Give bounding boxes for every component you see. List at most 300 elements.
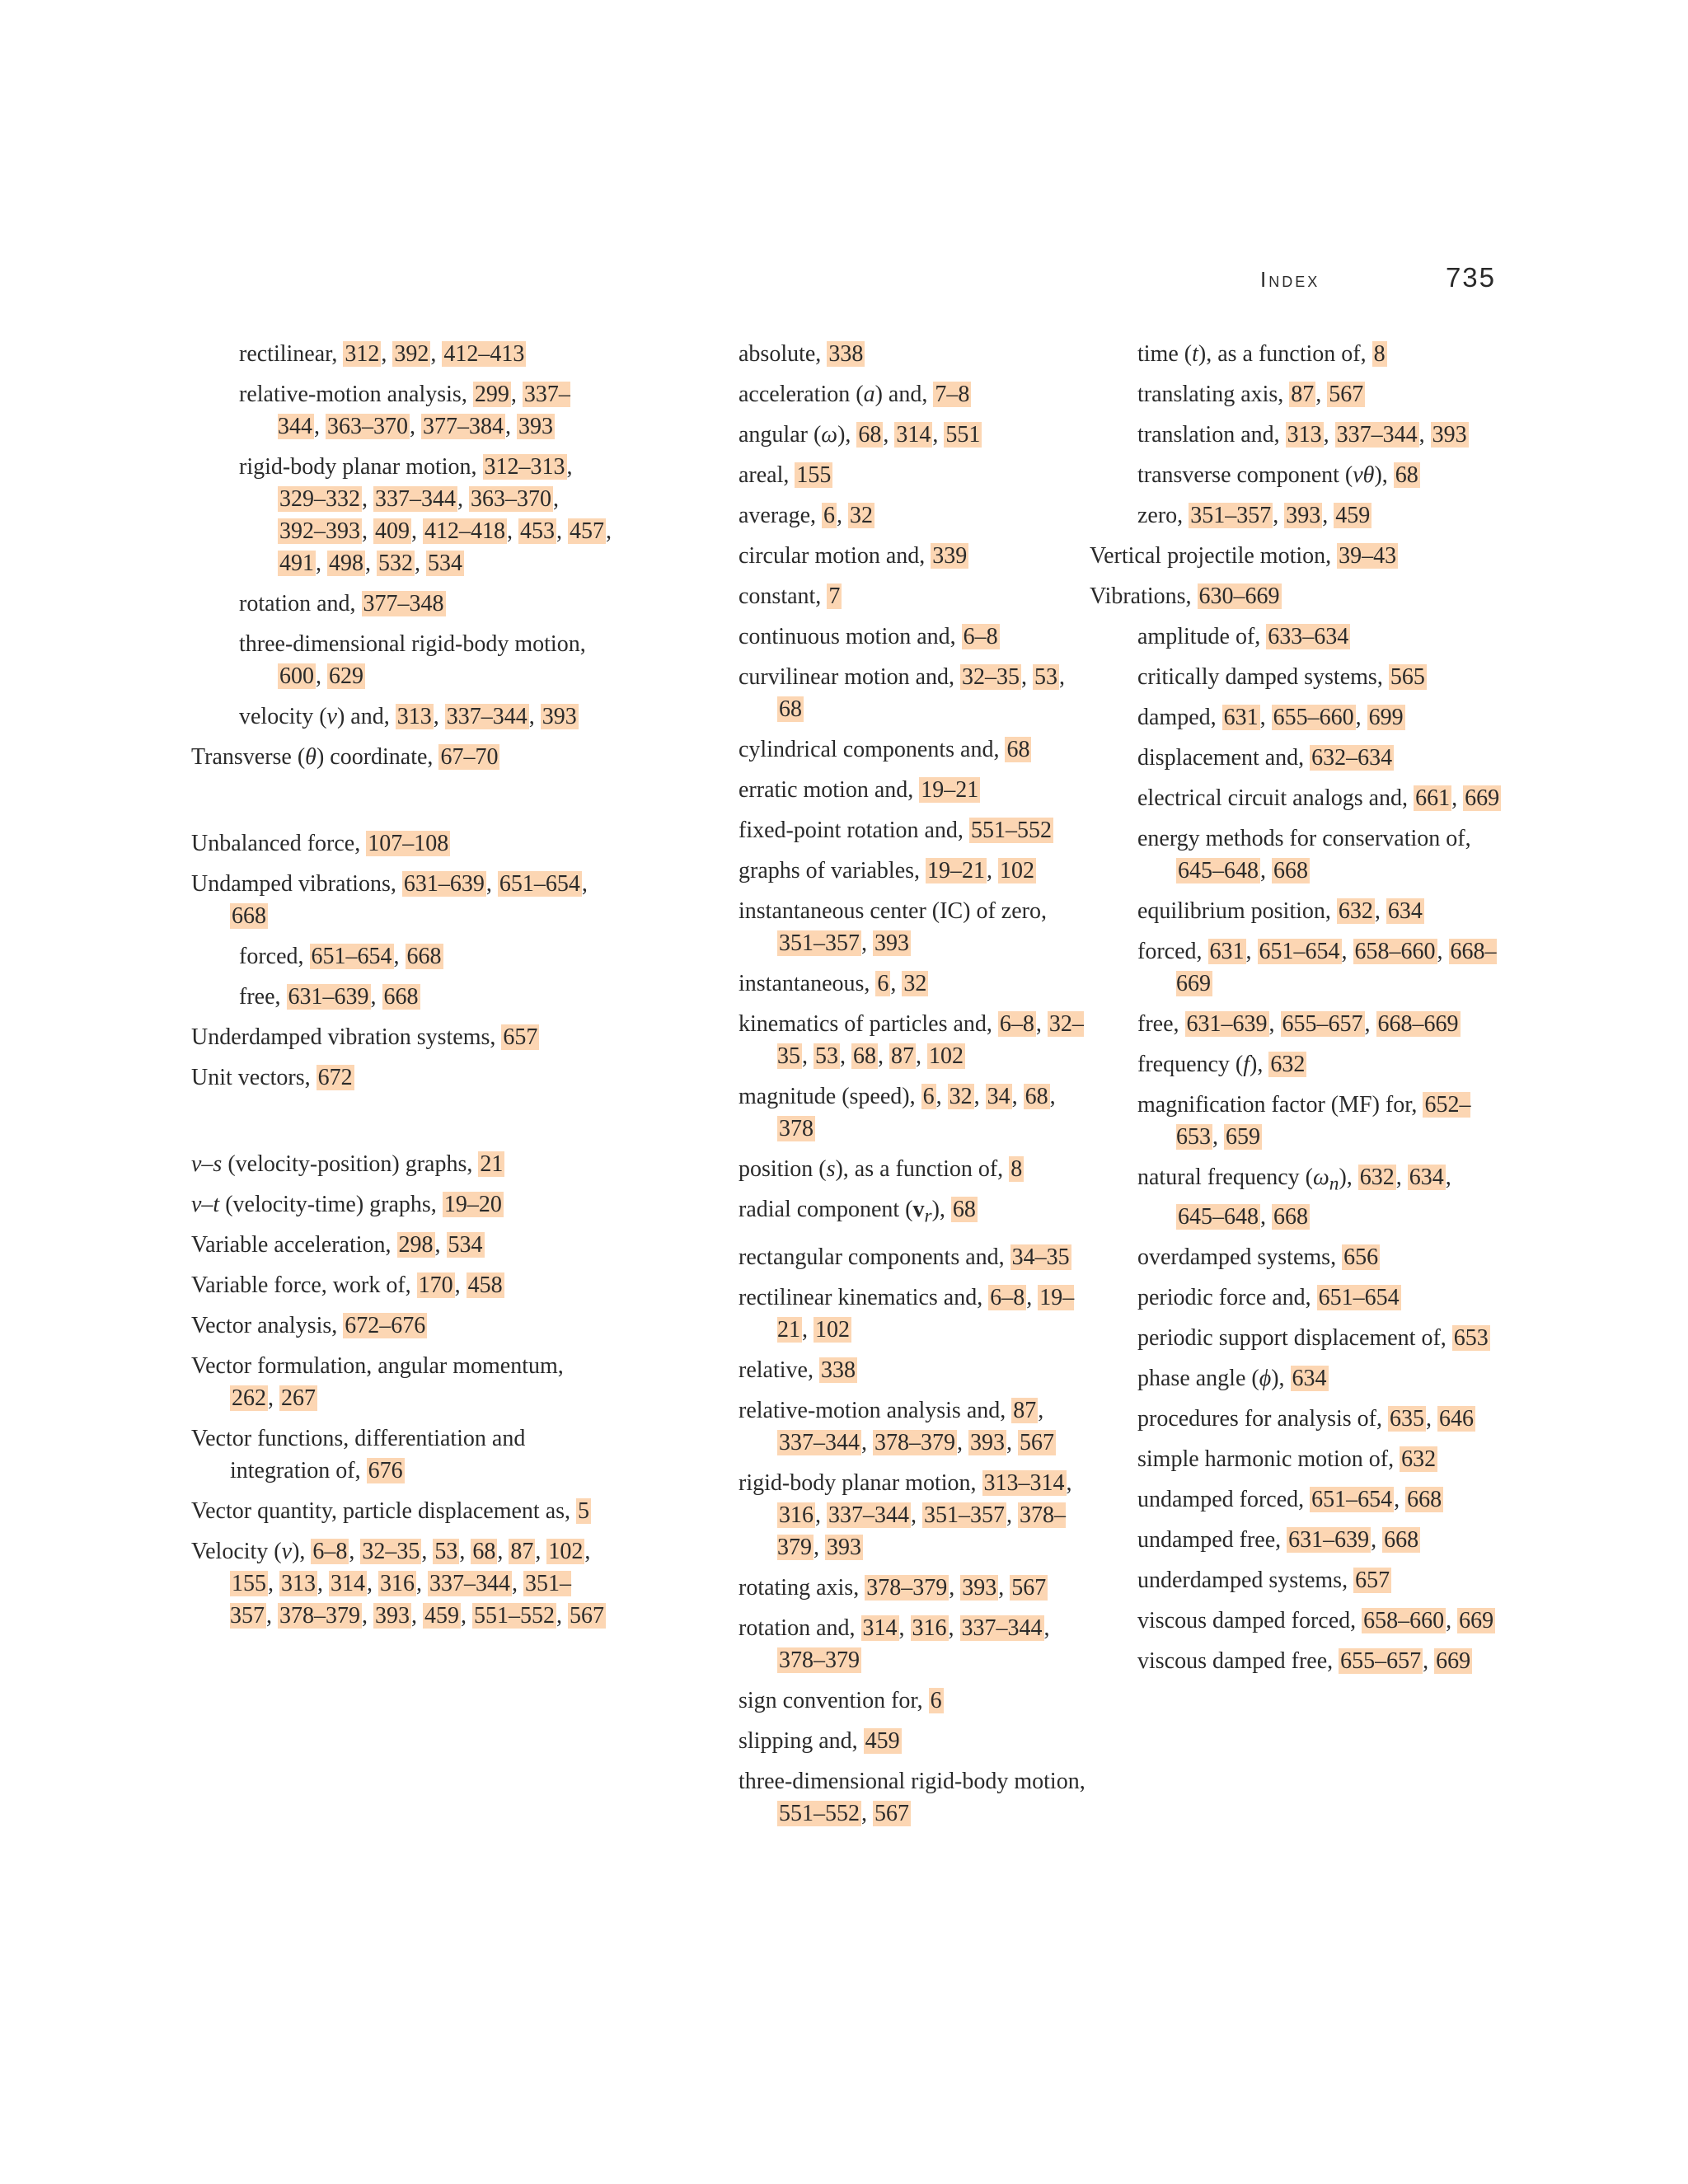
page-reference-link[interactable]: 633–634	[1268, 624, 1349, 649]
page-reference-link[interactable]: 34–35	[1011, 1244, 1070, 1270]
entry-term: viscous damped free,	[1137, 1647, 1339, 1674]
page-reference-link[interactable]: 338	[820, 1357, 856, 1383]
page-reference-link[interactable]: 565	[1390, 664, 1425, 690]
page-reference-link[interactable]: 32	[949, 1084, 973, 1109]
entry-term: sign convention for,	[738, 1687, 929, 1713]
page-reference-link[interactable]: 68	[952, 1197, 976, 1222]
page-reference-link[interactable]: 661	[1415, 785, 1451, 811]
page-reference-link[interactable]: 634	[1387, 898, 1423, 924]
page-reference-link[interactable]: 337–344	[779, 1429, 860, 1455]
index-entry: Variable acceleration, 298, 534	[191, 1232, 483, 1258]
entry-term: energy methods for conservation of,	[1137, 826, 1471, 851]
page-reference-link[interactable]: 668	[1273, 1203, 1308, 1230]
index-entry	[191, 741, 612, 773]
page-reference-link[interactable]: 102	[929, 1043, 964, 1069]
page-reference-link[interactable]: 7–8	[935, 382, 970, 407]
page-reference-link[interactable]: 262	[232, 1385, 266, 1411]
page-reference-link[interactable]: 32–35	[962, 664, 1020, 690]
entry-term: undamped free,	[1137, 1526, 1287, 1553]
page-reference-link[interactable]: 551–552	[474, 1603, 555, 1629]
page-reference-link[interactable]: 534	[448, 1232, 483, 1258]
index-subentry: velocity (v) and, 313, 337–344, 393	[239, 704, 577, 729]
page-reference-link[interactable]: 87	[510, 1539, 534, 1564]
page-reference-link[interactable]: 337–344	[278, 382, 570, 439]
index-subentry: natural frequency $(\omega_n)$, 632, 634, 645–648, 668	[1137, 1165, 1451, 1230]
page-reference-link[interactable]: 630–669	[1198, 583, 1280, 609]
page-reference-link[interactable]: 351–357	[779, 930, 860, 956]
page-reference-link[interactable]: 459	[865, 1727, 900, 1754]
index-subentry	[738, 774, 1086, 806]
page-reference-link[interactable]: 668–669	[1377, 1011, 1459, 1037]
page-reference-link[interactable]: 378–379	[866, 1574, 948, 1601]
page-reference-link[interactable]: 653	[1453, 1324, 1489, 1351]
page-reference-link[interactable]: 393	[874, 930, 909, 956]
page-reference-link[interactable]: 6	[922, 1084, 935, 1109]
entry-term: radial component $(v_r)$,	[738, 1197, 951, 1227]
index-subentry: forced, 651–654, 668	[239, 944, 442, 969]
page-reference-link[interactable]: 393	[1286, 503, 1321, 528]
entry-term: viscous damped forced,	[1137, 1607, 1362, 1633]
page-reference-link[interactable]: 378–379	[874, 1429, 955, 1455]
page-reference-link[interactable]: 337–344	[446, 704, 528, 729]
page-reference-link[interactable]: 645–648	[1178, 1203, 1259, 1230]
page-reference-link[interactable]: 459	[1335, 503, 1371, 528]
page-reference-link[interactable]: 377–348	[363, 591, 444, 616]
page-reference-link[interactable]: 600	[279, 663, 314, 689]
page-reference-link[interactable]: 337–344	[961, 1615, 1043, 1641]
entry-term: zero,	[1137, 503, 1189, 528]
page-reference-link[interactable]: 363–370	[327, 414, 408, 439]
page-reference-link[interactable]: 155	[232, 1571, 266, 1596]
entry-term: electrical circuit analogs and,	[1137, 785, 1414, 811]
entry-term: kinematics of particles and,	[738, 1011, 998, 1037]
index-subentry: equilibrium position, 632, 634	[1137, 898, 1423, 924]
page-reference-link[interactable]: 567	[874, 1800, 909, 1826]
page-reference-link[interactable]: 655–660	[1273, 705, 1354, 730]
page-reference-link[interactable]: 645–648	[1178, 858, 1259, 883]
page-reference-link[interactable]: 392	[394, 341, 429, 367]
entry-term: v–t (velocity-time) graphs,	[191, 1192, 443, 1217]
index-column-1	[191, 338, 612, 1640]
page-reference-link[interactable]: 632–634	[1311, 745, 1393, 771]
page-reference-link[interactable]: 412–413	[443, 341, 525, 367]
page-reference-link[interactable]: 658–660	[1354, 939, 1436, 964]
page-reference-link[interactable]: 652–653	[1176, 1092, 1471, 1150]
index-subentry: damped, 631, 655–660, 699	[1137, 705, 1404, 730]
page-reference-link[interactable]: 668	[1384, 1526, 1419, 1553]
page-reference-link[interactable]: 532	[378, 551, 413, 576]
letter-group-gap	[191, 781, 612, 827]
page-reference-link[interactable]: 567	[1329, 382, 1364, 407]
index-subentry: undamped forced, 651–654, 668	[1137, 1486, 1442, 1512]
page-reference-link[interactable]: 68	[1025, 1084, 1048, 1109]
page-reference-link[interactable]: 316	[912, 1615, 947, 1641]
page-reference-link[interactable]: 351–357	[1190, 503, 1272, 528]
page-reference-link[interactable]: 632	[1338, 898, 1373, 924]
index-subentry: electrical circuit analogs and, 661, 669	[1137, 785, 1500, 811]
index-subentry: undamped free, 631–639, 668	[1137, 1526, 1419, 1553]
page-reference-link[interactable]: 632	[1401, 1446, 1437, 1472]
page-reference-link[interactable]: 313–314	[983, 1469, 1065, 1496]
entry-term: curvilinear motion and,	[738, 664, 961, 690]
page-reference-link[interactable]: 32–35	[362, 1539, 420, 1564]
page-reference-link[interactable]: 314	[862, 1615, 898, 1641]
page-reference-link[interactable]: 676	[368, 1458, 403, 1483]
page-reference-link[interactable]: 170	[418, 1272, 453, 1298]
index-subentry	[738, 733, 1086, 766]
page-reference-link[interactable]: 534	[428, 551, 462, 576]
page-reference-link[interactable]: 567	[1020, 1429, 1054, 1455]
page-reference-link[interactable]: 6–8	[963, 624, 998, 649]
index-subentry: curvilinear motion and, 32–35, 53, 68	[738, 664, 1066, 722]
page-reference-link[interactable]: 6	[930, 1687, 942, 1713]
entry-term: periodic force and,	[1137, 1284, 1317, 1310]
page-reference-link[interactable]: 393	[962, 1574, 997, 1601]
entry-term: undamped forced,	[1137, 1486, 1311, 1512]
page-reference-link[interactable]: 6–8	[999, 1011, 1034, 1037]
page-reference-link[interactable]: 656	[1343, 1244, 1379, 1270]
entry-term: underdamped systems,	[1137, 1567, 1354, 1593]
page-reference-link[interactable]: 378–379	[777, 1502, 1066, 1560]
page-reference-link[interactable]: 657	[503, 1024, 538, 1050]
entry-term: Variable acceleration,	[191, 1232, 397, 1258]
page-reference-link[interactable]: 631	[1209, 939, 1245, 964]
page-reference-link[interactable]: 457	[570, 518, 604, 544]
page-reference-link[interactable]: 314	[331, 1571, 365, 1596]
page-reference-link[interactable]: 412–418	[424, 518, 505, 544]
page-reference-link[interactable]: 669	[1436, 1647, 1471, 1674]
page-reference-link[interactable]: 669	[1459, 1607, 1494, 1633]
page-header	[1257, 262, 1496, 295]
page-reference-link[interactable]: 53	[815, 1043, 838, 1069]
page-reference-link[interactable]: 668	[406, 944, 442, 969]
page-reference-link[interactable]: 313	[281, 1571, 316, 1596]
index-subentry: free, 631–639, 655–657, 668–669	[1137, 1011, 1459, 1037]
index-subentry: instantaneous, 6, 32	[738, 971, 927, 996]
page-reference-link[interactable]: 378–379	[279, 1603, 360, 1629]
entry-term: constant,	[738, 583, 828, 609]
page-reference-link[interactable]: 34	[987, 1084, 1010, 1109]
index-subentry: translation and, 313, 337–344, 393	[1137, 422, 1467, 448]
page-reference-link[interactable]: 337–344	[429, 1571, 510, 1596]
page-reference-link[interactable]: 21	[480, 1151, 504, 1177]
page-reference-link[interactable]: 634	[1409, 1165, 1444, 1190]
entry-term: phase angle (ϕ),	[1137, 1365, 1291, 1391]
entry-term: displacement and,	[1137, 745, 1311, 771]
page-reference-link[interactable]: 651–654	[311, 944, 392, 969]
page-reference-link[interactable]: 314	[896, 422, 931, 448]
entry-term: Vibrations,	[1090, 583, 1198, 609]
page-reference-link[interactable]: 19–21	[921, 777, 979, 803]
index-subentry	[738, 459, 1086, 491]
entry-term: equilibrium position,	[1137, 898, 1337, 924]
index-column-3	[1090, 338, 1502, 1685]
index-subentry	[1137, 1282, 1502, 1314]
index-subentry: forced, 631, 651–654, 658–660, 668–669	[1137, 939, 1497, 996]
entry-term: Vertical projectile motion,	[1090, 543, 1338, 569]
page-reference-link[interactable]: 68	[779, 696, 802, 722]
page-reference-link[interactable]: 339	[932, 543, 968, 569]
index-entry	[191, 1495, 612, 1527]
page-reference-link[interactable]: 392–393	[279, 518, 360, 544]
index-subentry: viscous damped forced, 658–660, 669	[1137, 1607, 1494, 1633]
page-reference-link[interactable]: 6	[823, 503, 836, 528]
entry-term: Velocity (v),	[191, 1539, 312, 1564]
entry-term: Vector analysis,	[191, 1313, 344, 1338]
entry-term: absolute,	[738, 341, 828, 367]
page-reference-link[interactable]: 459	[424, 1603, 459, 1629]
index-entry	[191, 1188, 612, 1221]
page-reference-link[interactable]: 651–654	[1259, 939, 1340, 964]
index-subentry: kinematics of particles and, 6–8, 32–35, 53, 68, 87, 102	[738, 1011, 1084, 1069]
page-reference-link[interactable]: 267	[281, 1385, 316, 1411]
page-reference-link[interactable]: 567	[1011, 1574, 1047, 1601]
index-subentry: procedures for analysis of, 635, 646	[1137, 1405, 1475, 1432]
entry-term: Variable force, work of,	[191, 1272, 417, 1298]
page-reference-link[interactable]: 68	[472, 1539, 496, 1564]
page-reference-link[interactable]: 651–654	[1318, 1284, 1400, 1310]
page-reference-link[interactable]: 631	[1223, 705, 1259, 730]
page-reference-link[interactable]: 68	[1006, 737, 1030, 762]
page-reference-link[interactable]: 338	[828, 341, 864, 367]
index-subentry: graphs of variables, 19–21, 102	[738, 858, 1035, 883]
entry-term: areal,	[738, 462, 795, 488]
page-reference-link[interactable]: 299	[474, 382, 509, 407]
page-reference-link[interactable]: 659	[1226, 1124, 1260, 1150]
entry-term: Vector formulation, angular momentum,	[191, 1353, 564, 1379]
page-reference-link[interactable]: 53	[1034, 664, 1058, 690]
page-reference-link[interactable]: 634	[1292, 1365, 1327, 1391]
page-reference-link[interactable]: 551–552	[779, 1800, 860, 1826]
page-reference-link[interactable]: 651–654	[499, 871, 580, 897]
entry-term: rotation and,	[239, 591, 362, 616]
page-reference-link[interactable]: 635	[1390, 1405, 1425, 1432]
page-reference-link[interactable]: 632	[1270, 1052, 1306, 1077]
index-entry	[191, 1422, 612, 1487]
entry-term: Vector quantity, particle displacement as,	[191, 1498, 577, 1524]
page-reference-link[interactable]: 378	[779, 1116, 814, 1141]
page-reference-link[interactable]: 657	[1355, 1567, 1390, 1593]
page-reference-link[interactable]: 316	[779, 1502, 814, 1528]
page-reference-link[interactable]: 672–676	[345, 1313, 426, 1338]
entry-term: translation and,	[1137, 422, 1286, 448]
index-subentry	[738, 540, 1086, 572]
page-reference-link[interactable]: 6–8	[990, 1284, 1025, 1310]
page-reference-link[interactable]: 102	[815, 1316, 850, 1343]
entry-term: periodic support displacement of,	[1137, 1324, 1452, 1351]
entry-term: magnification factor (MF) for,	[1137, 1092, 1423, 1118]
index-subentry	[738, 1354, 1086, 1386]
index-subentry: magnitude (speed), 6, 32, 34, 68, 378	[738, 1084, 1056, 1141]
entry-term: natural frequency $(\omega_n)$,	[1137, 1165, 1358, 1195]
index-subentry	[1137, 1443, 1502, 1475]
page-reference-link[interactable]: 67–70	[440, 744, 499, 770]
index-subentry: free, 631–639, 668	[239, 984, 419, 1010]
entry-term: rigid-body planar motion,	[239, 454, 483, 480]
index-subentry: angular (ω), 68, 314, 551	[738, 422, 981, 448]
page-reference-link[interactable]: 337–344	[828, 1502, 909, 1528]
page-reference-link[interactable]: 646	[1439, 1405, 1475, 1432]
page-reference-link[interactable]: 491	[279, 551, 314, 576]
page-reference-link[interactable]: 5	[578, 1498, 590, 1524]
index-subentry	[1137, 1564, 1502, 1596]
page-reference-link[interactable]: 631–639	[403, 871, 485, 897]
page-reference-link[interactable]: 393	[827, 1534, 861, 1560]
page-reference-link[interactable]: 87	[1013, 1397, 1037, 1423]
page-reference-link[interactable]: 8	[1373, 341, 1386, 367]
page-reference-link[interactable]: 668	[1407, 1486, 1442, 1512]
entry-term: rotation and,	[738, 1615, 861, 1641]
entry-term: procedures for analysis of,	[1137, 1405, 1389, 1432]
entry-term: amplitude of,	[1137, 624, 1267, 649]
page-reference-link[interactable]: 629	[329, 663, 363, 689]
index-subentry	[738, 621, 1086, 653]
index-subentry	[738, 1725, 1086, 1757]
page-reference-link[interactable]: 87	[891, 1043, 914, 1069]
page-reference-link[interactable]: 313	[1287, 422, 1322, 448]
page-reference-link[interactable]: 668	[232, 903, 266, 929]
page-reference-link[interactable]: 651–654	[1311, 1486, 1393, 1512]
page-reference-link[interactable]: 337–344	[375, 486, 456, 512]
page-reference-link[interactable]: 393	[375, 1603, 410, 1629]
entry-term: Unbalanced force,	[191, 831, 367, 856]
index-subentry	[1137, 742, 1502, 774]
page-reference-link[interactable]: 102	[1000, 858, 1035, 883]
page-reference-link[interactable]: 393	[1432, 422, 1467, 448]
page-reference-link[interactable]: 39–43	[1339, 543, 1397, 569]
page-reference-link[interactable]: 655–657	[1340, 1647, 1422, 1674]
entry-term: time (t), as a function of,	[1137, 341, 1372, 367]
page-reference-link[interactable]: 567	[570, 1603, 604, 1629]
index-subentry: energy methods for conservation of, 645–648, 668	[1137, 826, 1471, 883]
index-subentry: relative-motion analysis, 299, 337–344, 363–370, 377–384, 393	[239, 382, 570, 439]
page-reference-link[interactable]: 351–357	[924, 1502, 1005, 1528]
page-reference-link[interactable]: 551	[945, 422, 981, 448]
entry-term: simple harmonic motion of,	[1137, 1446, 1400, 1472]
page-reference-link[interactable]: 631–639	[1186, 1011, 1268, 1037]
page-reference-link[interactable]: 658–660	[1363, 1607, 1445, 1633]
page-reference-link[interactable]: 632	[1359, 1165, 1395, 1190]
page-reference-link[interactable]: 377–384	[423, 414, 504, 439]
page-reference-link[interactable]: 393	[542, 704, 577, 729]
index-subentry	[1137, 1322, 1502, 1354]
page-reference-link[interactable]: 107–108	[368, 831, 449, 856]
entry-term: magnitude (speed),	[738, 1084, 921, 1109]
page-reference-link[interactable]: 378–379	[779, 1647, 860, 1673]
entry-term: rectilinear kinematics and,	[738, 1284, 989, 1310]
page-reference-link[interactable]: 351–357	[230, 1571, 571, 1629]
entry-term: three-dimensional rigid-body motion,	[239, 631, 586, 657]
page-reference-link[interactable]: 32	[903, 971, 927, 996]
page-reference-link[interactable]: 699	[1368, 705, 1404, 730]
page-reference-link[interactable]: 313	[396, 704, 432, 729]
index-subentry: viscous damped free, 655–657, 669	[1137, 1647, 1471, 1674]
page-reference-link[interactable]: 32–35	[777, 1011, 1084, 1069]
entry-term: rectangular components and,	[738, 1244, 1010, 1270]
entry-term: v–s (velocity-position) graphs,	[191, 1151, 479, 1177]
page-reference-link[interactable]: 329–332	[279, 486, 360, 512]
page-reference-link[interactable]: 668–669	[1176, 939, 1497, 996]
page-reference-link[interactable]: 19–20	[443, 1192, 502, 1217]
page-reference-link[interactable]: 298	[398, 1232, 434, 1258]
entry-term: cylindrical components and,	[738, 737, 1006, 762]
index-subentry: three-dimensional rigid-body motion, 551–552, 567	[738, 1768, 1085, 1826]
page-reference-link[interactable]: 102	[548, 1539, 584, 1564]
page-reference-link[interactable]: 458	[467, 1272, 503, 1298]
index-subentry	[738, 378, 1086, 410]
entry-term: relative-motion analysis and,	[738, 1397, 1012, 1423]
entry-term: circular motion and,	[738, 543, 931, 569]
page-reference-link[interactable]: 6	[877, 971, 889, 996]
page-reference-link[interactable]: 19–21	[777, 1284, 1075, 1343]
page-reference-link[interactable]: 312–313	[484, 454, 565, 480]
letter-group-gap	[191, 1102, 612, 1148]
index-subentry: translating axis, 87, 567	[1137, 382, 1364, 407]
entry-term: free,	[239, 984, 287, 1010]
index-subentry: magnification factor (MF) for, 652–653, 659	[1137, 1092, 1471, 1150]
page-reference-link[interactable]: 498	[329, 551, 363, 576]
page-reference-link[interactable]: 669	[1465, 785, 1500, 811]
index-subentry: relative-motion analysis and, 87, 337–344, 378–379, 393, 567	[738, 1397, 1054, 1455]
page-reference-link[interactable]: 393	[518, 414, 553, 439]
page-reference-link[interactable]: 631–639	[288, 984, 369, 1010]
page-reference-link[interactable]: 68	[1395, 462, 1418, 488]
entry-term: overdamped systems,	[1137, 1244, 1343, 1270]
page-reference-link[interactable]: 337–344	[1336, 422, 1418, 448]
index-entry: Vector formulation, angular momentum, 262, 267	[191, 1353, 564, 1411]
page-reference-link[interactable]: 6–8	[312, 1539, 348, 1564]
page-reference-link[interactable]: 53	[434, 1539, 458, 1564]
index-subentry	[1137, 661, 1502, 693]
page-reference-link[interactable]: 68	[858, 422, 882, 448]
index-subentry: rotation and, 314, 316, 337–344, 378–379	[738, 1615, 1050, 1673]
page-reference-link[interactable]: 668	[383, 984, 419, 1010]
page-reference-link[interactable]: 453	[520, 518, 555, 544]
page-reference-link[interactable]: 363–370	[471, 486, 551, 512]
page-reference-link[interactable]: 316	[380, 1571, 415, 1596]
index-subentry	[738, 1241, 1086, 1273]
entry-term: Unit vectors,	[191, 1065, 316, 1090]
page-reference-link[interactable]: 668	[1273, 858, 1308, 883]
page-reference-link[interactable]: 672	[317, 1065, 353, 1090]
index-entry	[1090, 580, 1502, 612]
page-reference-link[interactable]: 631–639	[1288, 1526, 1370, 1553]
entry-term: rigid-body planar motion,	[738, 1469, 982, 1496]
page-reference-link[interactable]: 551–552	[970, 818, 1052, 843]
entry-term: position (s), as a function of,	[738, 1156, 1010, 1182]
index-subentry	[1137, 338, 1502, 370]
index-subentry	[1137, 1362, 1502, 1394]
entry-term: relative-motion analysis,	[239, 382, 473, 407]
page-reference-link[interactable]: 19–21	[927, 858, 986, 883]
entry-term: forced,	[1137, 939, 1208, 964]
index-entry	[191, 827, 612, 860]
page-reference-link[interactable]: 155	[796, 462, 832, 488]
page-reference-link[interactable]: 7	[828, 583, 841, 609]
page-reference-link[interactable]: 68	[853, 1043, 876, 1069]
page-reference-link[interactable]: 655–657	[1282, 1011, 1363, 1037]
page-reference-link[interactable]: 312	[345, 341, 380, 367]
page-reference-link[interactable]: 87	[1291, 382, 1315, 407]
entry-term: Undamped vibrations,	[191, 871, 402, 897]
index-subentry: three-dimensional rigid-body motion, 600, 629	[239, 631, 586, 689]
index-subentry: rectilinear kinematics and, 6–8, 19–21, 102	[738, 1284, 1075, 1343]
page-reference-link[interactable]: 8	[1010, 1156, 1023, 1182]
page-reference-link[interactable]: 32	[850, 503, 874, 528]
index-subentry: rectilinear, 312, 392, 412–413	[239, 341, 525, 367]
page-reference-link[interactable]: 409	[375, 518, 410, 544]
page-reference-link[interactable]: 393	[970, 1429, 1005, 1455]
